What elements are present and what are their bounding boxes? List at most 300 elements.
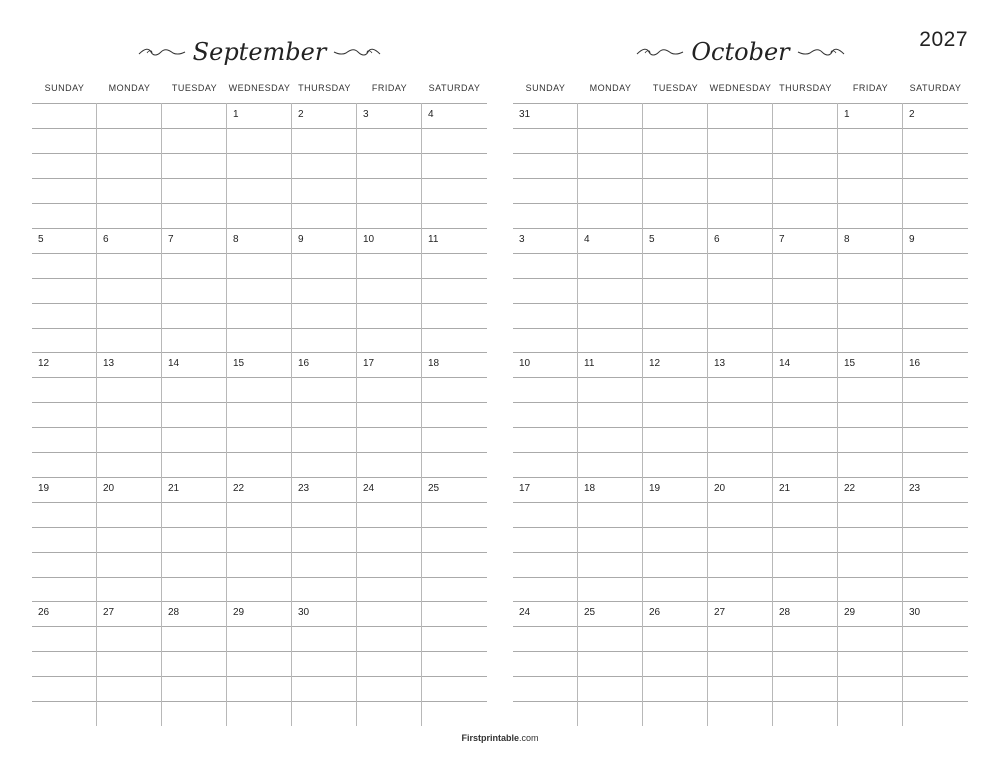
rule-line <box>513 502 577 503</box>
day-cell[interactable] <box>838 352 903 477</box>
day-number: 10 <box>519 358 531 369</box>
rule-line <box>838 103 902 104</box>
rule-line <box>708 153 772 154</box>
rule-line <box>357 303 421 304</box>
rule-line <box>903 352 968 353</box>
day-cell[interactable] <box>708 352 773 477</box>
day-number: 23 <box>298 482 310 494</box>
rule-line <box>903 103 968 104</box>
day-number: 11 <box>428 233 439 245</box>
weekday-label: FRIDAY <box>371 83 408 93</box>
rule-line <box>773 502 837 503</box>
rule-line <box>422 178 487 179</box>
rule-line <box>32 427 96 428</box>
day-cell[interactable] <box>97 352 162 477</box>
rule-line <box>357 676 421 677</box>
rule-line <box>227 626 291 627</box>
day-cell[interactable] <box>357 601 422 726</box>
rule-line <box>903 577 968 578</box>
day-cell[interactable] <box>773 103 838 228</box>
rule-line <box>227 278 291 279</box>
day-cell[interactable] <box>643 352 708 477</box>
day-number: 18 <box>584 482 596 494</box>
rule-line <box>292 253 356 254</box>
rule-line <box>838 452 902 453</box>
rule-line <box>292 676 356 677</box>
day-cell[interactable] <box>643 228 708 353</box>
rule-line <box>97 452 161 453</box>
rule-line <box>513 103 577 104</box>
rule-line <box>708 352 772 353</box>
day-cell[interactable] <box>162 103 227 228</box>
day-number: 30 <box>909 607 921 618</box>
rule-line <box>292 402 356 403</box>
rule-line <box>903 452 968 453</box>
month-name: October <box>691 38 790 66</box>
rule-line <box>513 452 577 453</box>
rule-line <box>97 153 161 154</box>
rule-line <box>643 352 707 353</box>
rule-line <box>227 328 291 329</box>
rule-line <box>578 626 642 627</box>
week-row <box>32 601 487 726</box>
rule-line <box>227 178 291 179</box>
day-cell[interactable] <box>422 352 487 477</box>
rule-line <box>513 228 577 229</box>
rule-line <box>578 303 642 304</box>
rule-line <box>708 552 772 553</box>
day-cell[interactable] <box>97 601 162 726</box>
day-number: 12 <box>38 358 50 369</box>
rule-line <box>32 303 96 304</box>
rule-line <box>97 303 161 304</box>
rule-line <box>227 377 291 378</box>
rule-line <box>578 452 642 453</box>
day-cell[interactable] <box>227 228 292 353</box>
day-cell[interactable] <box>773 228 838 353</box>
day-number: 15 <box>233 358 245 369</box>
rule-line <box>422 303 487 304</box>
rule-line <box>162 103 226 104</box>
day-cell[interactable] <box>513 352 578 477</box>
day-cell[interactable] <box>97 103 162 228</box>
rule-line <box>773 427 837 428</box>
rule-line <box>773 178 837 179</box>
rule-line <box>773 228 837 229</box>
rule-line <box>578 228 642 229</box>
footer-credit <box>0 733 1000 743</box>
rule-line <box>292 552 356 553</box>
rule-line <box>708 203 772 204</box>
day-cell[interactable] <box>292 477 357 602</box>
rule-line <box>838 477 902 478</box>
rule-line <box>162 303 226 304</box>
rule-line <box>708 377 772 378</box>
rule-line <box>292 153 356 154</box>
rule-line <box>422 153 487 154</box>
rule-line <box>643 527 707 528</box>
day-cell[interactable] <box>32 103 97 228</box>
weekday-label: SATURDAY <box>909 83 962 93</box>
rule-line <box>422 352 487 353</box>
day-cell[interactable] <box>32 228 97 353</box>
day-cell[interactable] <box>643 477 708 602</box>
day-cell[interactable] <box>292 228 357 353</box>
rule-line <box>513 203 577 204</box>
year-label: 2027 <box>919 28 968 51</box>
day-cell[interactable] <box>578 352 643 477</box>
rule-line <box>903 676 968 677</box>
rule-line <box>292 577 356 578</box>
rule-line <box>838 228 902 229</box>
day-number: 29 <box>844 607 856 618</box>
day-cell[interactable] <box>513 477 578 602</box>
day-number: 17 <box>363 358 375 369</box>
rule-line <box>227 452 291 453</box>
week-row <box>513 103 968 228</box>
day-number: 30 <box>298 607 310 618</box>
day-cell[interactable] <box>227 352 292 477</box>
rule-line <box>643 103 707 104</box>
rule-line <box>578 402 642 403</box>
day-cell[interactable] <box>578 103 643 228</box>
day-cell[interactable] <box>578 477 643 602</box>
day-number: 6 <box>103 233 109 245</box>
day-number: 7 <box>168 233 174 245</box>
rule-line <box>227 502 291 503</box>
day-number: 6 <box>714 233 720 245</box>
rule-line <box>578 128 642 129</box>
weekday-label: WEDNESDAY <box>228 83 291 93</box>
month-title <box>513 34 968 70</box>
day-cell[interactable] <box>227 103 292 228</box>
rule-line <box>838 502 902 503</box>
rule-line <box>97 651 161 652</box>
day-number: 10 <box>363 233 375 245</box>
day-cell[interactable] <box>292 103 357 228</box>
rule-line <box>357 502 421 503</box>
day-number: 21 <box>779 482 791 494</box>
rule-line <box>162 552 226 553</box>
day-cell[interactable] <box>292 601 357 726</box>
rule-line <box>773 477 837 478</box>
rule-line <box>292 452 356 453</box>
day-cell[interactable] <box>422 103 487 228</box>
rule-line <box>357 328 421 329</box>
day-cell[interactable] <box>97 228 162 353</box>
day-cell[interactable] <box>903 477 968 602</box>
rule-line <box>422 427 487 428</box>
rule-line <box>708 328 772 329</box>
rule-line <box>227 477 291 478</box>
day-cell[interactable] <box>643 601 708 726</box>
day-cell[interactable] <box>357 352 422 477</box>
day-cell[interactable] <box>422 228 487 353</box>
rule-line <box>292 303 356 304</box>
rule-line <box>227 153 291 154</box>
day-number: 20 <box>714 482 726 494</box>
rule-line <box>97 477 161 478</box>
rule-line <box>227 128 291 129</box>
rule-line <box>838 377 902 378</box>
day-number: 24 <box>519 607 531 618</box>
day-cell[interactable] <box>513 103 578 228</box>
rule-line <box>162 577 226 578</box>
rule-line <box>643 128 707 129</box>
rule-line <box>513 328 577 329</box>
day-number: 3 <box>363 109 369 120</box>
rule-line <box>773 203 837 204</box>
rule-line <box>97 626 161 627</box>
rule-line <box>227 577 291 578</box>
rule-line <box>32 577 96 578</box>
rule-line <box>773 303 837 304</box>
day-cell[interactable] <box>643 103 708 228</box>
rule-line <box>422 651 487 652</box>
day-cell[interactable] <box>227 601 292 726</box>
day-number: 17 <box>519 482 531 494</box>
flourish-left-icon <box>137 44 187 60</box>
rule-line <box>578 427 642 428</box>
rule-line <box>643 228 707 229</box>
rule-line <box>838 203 902 204</box>
rule-line <box>227 303 291 304</box>
rule-line <box>227 103 291 104</box>
rule-line <box>578 676 642 677</box>
flourish-right-icon <box>796 44 846 60</box>
rule-line <box>162 203 226 204</box>
day-cell[interactable] <box>162 228 227 353</box>
day-number: 28 <box>168 607 180 618</box>
day-cell[interactable] <box>227 477 292 602</box>
rule-line <box>838 427 902 428</box>
day-number: 22 <box>844 482 856 494</box>
rule-line <box>32 103 96 104</box>
day-number: 5 <box>38 233 44 245</box>
rule-line <box>903 427 968 428</box>
day-number: 11 <box>584 358 595 369</box>
rule-line <box>97 427 161 428</box>
rule-line <box>227 701 291 702</box>
rule-line <box>578 477 642 478</box>
rule-line <box>97 676 161 677</box>
rule-line <box>292 527 356 528</box>
rule-line <box>578 701 642 702</box>
day-number: 7 <box>779 233 785 245</box>
rule-line <box>162 402 226 403</box>
rule-line <box>708 427 772 428</box>
day-cell[interactable] <box>903 352 968 477</box>
day-cell[interactable] <box>513 228 578 353</box>
rule-line <box>513 651 577 652</box>
day-number: 1 <box>844 109 850 120</box>
rule-line <box>32 552 96 553</box>
day-number: 12 <box>649 358 661 369</box>
rule-line <box>708 228 772 229</box>
rule-line <box>643 427 707 428</box>
day-number: 29 <box>233 607 245 618</box>
rule-line <box>162 253 226 254</box>
rule-line <box>838 253 902 254</box>
day-cell[interactable] <box>903 103 968 228</box>
day-cell[interactable] <box>708 477 773 602</box>
rule-line <box>292 477 356 478</box>
day-cell[interactable] <box>32 477 97 602</box>
rule-line <box>422 402 487 403</box>
rule-line <box>227 203 291 204</box>
rule-line <box>513 477 577 478</box>
weekday-label: SUNDAY <box>44 83 85 93</box>
rule-line <box>643 477 707 478</box>
rule-line <box>708 303 772 304</box>
rule-line <box>708 477 772 478</box>
day-cell[interactable] <box>162 352 227 477</box>
day-cell[interactable] <box>357 103 422 228</box>
day-cell[interactable] <box>422 477 487 602</box>
rule-line <box>162 128 226 129</box>
rule-line <box>162 527 226 528</box>
rule-line <box>32 502 96 503</box>
rule-line <box>838 676 902 677</box>
rule-line <box>513 377 577 378</box>
rule-line <box>708 527 772 528</box>
rule-line <box>32 701 96 702</box>
rule-line <box>578 103 642 104</box>
day-cell[interactable] <box>162 477 227 602</box>
rule-line <box>903 651 968 652</box>
weekday-header <box>513 83 968 93</box>
rule-line <box>513 178 577 179</box>
day-number: 25 <box>584 607 596 618</box>
rule-line <box>162 153 226 154</box>
day-number: 2 <box>298 109 304 120</box>
day-cell[interactable] <box>292 352 357 477</box>
rule-line <box>903 128 968 129</box>
week-row <box>513 228 968 353</box>
rule-line <box>32 153 96 154</box>
rule-line <box>97 502 161 503</box>
day-cell[interactable] <box>578 601 643 726</box>
day-number: 4 <box>428 109 434 120</box>
day-number: 14 <box>779 358 791 369</box>
day-number: 16 <box>298 358 310 369</box>
rule-line <box>513 601 577 602</box>
rule-line <box>708 178 772 179</box>
rule-line <box>513 676 577 677</box>
day-cell[interactable] <box>357 477 422 602</box>
rule-line <box>643 377 707 378</box>
day-cell[interactable] <box>838 103 903 228</box>
day-cell[interactable] <box>838 477 903 602</box>
day-cell[interactable] <box>903 228 968 353</box>
rule-line <box>357 477 421 478</box>
rule-line <box>97 601 161 602</box>
rule-line <box>32 178 96 179</box>
weekday-label: TUESDAY <box>171 83 218 93</box>
day-cell[interactable] <box>903 601 968 726</box>
rule-line <box>643 552 707 553</box>
rule-line <box>903 278 968 279</box>
rule-line <box>357 153 421 154</box>
rule-line <box>903 328 968 329</box>
rule-line <box>513 427 577 428</box>
day-cell[interactable] <box>708 601 773 726</box>
day-cell[interactable] <box>32 601 97 726</box>
rule-line <box>838 601 902 602</box>
rule-line <box>513 303 577 304</box>
rule-line <box>578 203 642 204</box>
weekday-header <box>32 83 487 93</box>
rule-line <box>643 178 707 179</box>
day-cell[interactable] <box>97 477 162 602</box>
day-cell[interactable] <box>838 228 903 353</box>
rule-line <box>578 651 642 652</box>
rule-line <box>357 577 421 578</box>
rule-line <box>422 701 487 702</box>
week-row <box>32 103 487 228</box>
rule-line <box>773 377 837 378</box>
rule-line <box>903 502 968 503</box>
day-cell[interactable] <box>357 228 422 353</box>
day-cell[interactable] <box>32 352 97 477</box>
weekday-label: MONDAY <box>589 83 632 93</box>
day-number: 21 <box>168 482 180 494</box>
day-cell[interactable] <box>162 601 227 726</box>
day-cell[interactable] <box>773 601 838 726</box>
rule-line <box>32 253 96 254</box>
rule-line <box>643 452 707 453</box>
rule-line <box>227 552 291 553</box>
rule-line <box>227 651 291 652</box>
weekday-label: THURSDAY <box>298 83 351 93</box>
rule-line <box>162 452 226 453</box>
day-cell[interactable] <box>773 352 838 477</box>
day-cell[interactable] <box>708 103 773 228</box>
day-number: 3 <box>519 233 525 245</box>
rule-line <box>162 278 226 279</box>
rule-line <box>422 128 487 129</box>
rule-line <box>32 651 96 652</box>
day-number: 27 <box>103 607 115 618</box>
day-cell[interactable] <box>513 601 578 726</box>
rule-line <box>773 527 837 528</box>
day-cell[interactable] <box>422 601 487 726</box>
rule-line <box>227 527 291 528</box>
rule-line <box>422 278 487 279</box>
rule-line <box>292 601 356 602</box>
rule-line <box>357 377 421 378</box>
rule-line <box>773 103 837 104</box>
rule-line <box>903 477 968 478</box>
rule-line <box>227 601 291 602</box>
day-cell[interactable] <box>773 477 838 602</box>
week-row <box>32 477 487 602</box>
rule-line <box>773 153 837 154</box>
rule-line <box>292 278 356 279</box>
day-cell[interactable] <box>838 601 903 726</box>
rule-line <box>162 352 226 353</box>
rule-line <box>292 651 356 652</box>
day-number: 28 <box>779 607 791 618</box>
rule-line <box>578 153 642 154</box>
day-cell[interactable] <box>578 228 643 353</box>
rule-line <box>422 577 487 578</box>
rule-line <box>838 278 902 279</box>
rule-line <box>357 427 421 428</box>
day-number: 19 <box>649 482 661 494</box>
rule-line <box>838 153 902 154</box>
day-cell[interactable] <box>708 228 773 353</box>
